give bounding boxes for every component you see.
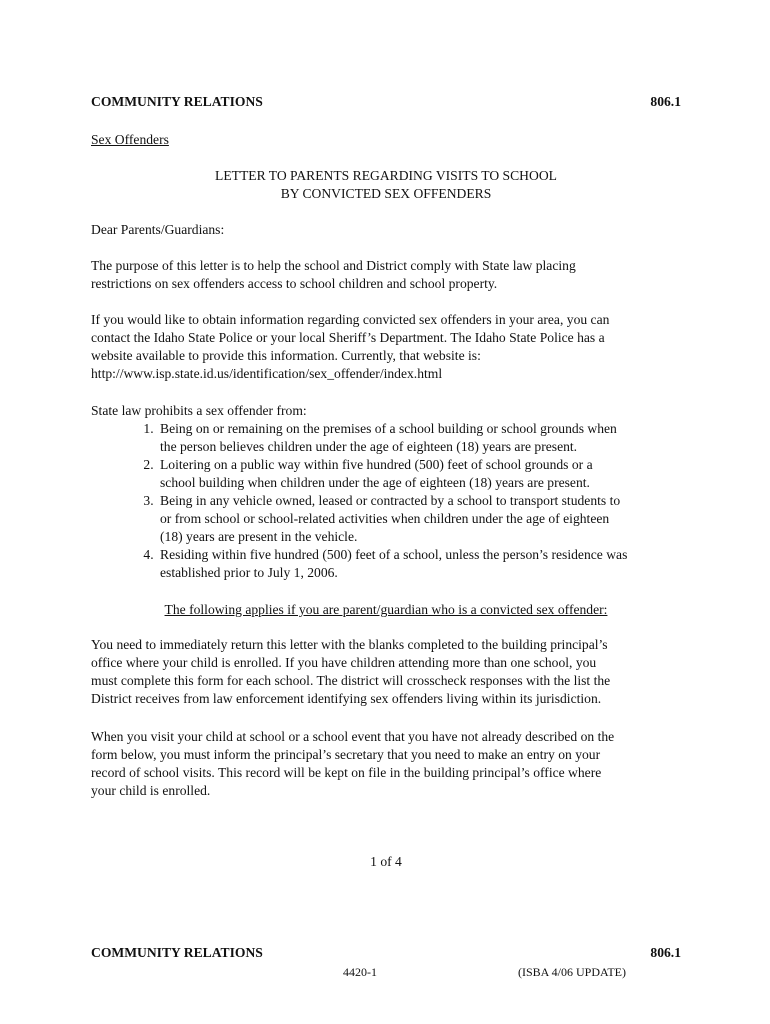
paragraph-line: restrictions on sex offenders access to school children and school property. <box>91 276 498 291</box>
school-visit-paragraph <box>91 728 686 800</box>
header-section-title: COMMUNITY RELATIONS <box>91 94 263 109</box>
list-item-line: established prior to July 1, 2006. <box>160 565 338 580</box>
list-item-line: 3. Being in any vehicle owned, leased or contracted by a school to transport students to <box>160 493 621 508</box>
paragraph-line: website available to provide this information. Currently, that website is: <box>91 348 481 363</box>
list-item-line: 1. Being on or remaining on the premises of a school building or school grounds when <box>160 421 617 436</box>
purpose-paragraph <box>91 257 686 293</box>
list-item-line: 4. Residing within five hundred (500) feet of a school, unless the person’s residence was <box>160 547 628 562</box>
return-letter-paragraph <box>91 636 686 708</box>
footer-form-code: 4420-1 <box>343 965 377 979</box>
letter-title-line: BY CONVICTED SEX OFFENDERS <box>280 186 492 201</box>
website-url: http://www.isp.state.id.us/identification/sex_offender/index.html <box>91 366 443 381</box>
list-item <box>157 456 686 492</box>
paragraph-line: your child is enrolled. <box>91 783 211 798</box>
list-item <box>157 546 686 582</box>
paragraph-line: must complete this form for each school. The district will crosscheck responses with the list the <box>91 673 611 688</box>
section-heading: Sex Offenders <box>91 132 169 147</box>
paragraph-line: form below, you must inform the principal’s secretary that you need to make an entry on your <box>91 747 601 762</box>
information-paragraph <box>91 311 686 383</box>
list-item-line: (18) years are present in the vehicle. <box>160 529 358 544</box>
prohibitions-section <box>91 402 686 582</box>
letter-title <box>91 167 681 203</box>
footer-policy-number: 806.1 <box>650 945 681 960</box>
list-item <box>157 420 686 456</box>
prohibitions-intro: State law prohibits a sex offender from: <box>91 403 307 418</box>
paragraph-line: You need to immediately return this letter with the blanks completed to the building principal’s <box>91 637 608 652</box>
prohibitions-list <box>91 420 686 582</box>
list-item <box>157 492 686 546</box>
paragraph-line: If you would like to obtain information regarding convicted sex offenders in your area, you can <box>91 312 610 327</box>
list-item-line: school building when children under the age of eighteen (18) years are present. <box>160 475 590 490</box>
page-header <box>91 93 681 111</box>
page-number: 1 of 4 <box>370 854 402 869</box>
paragraph-line: District receives from law enforcement identifying sex offenders living within its jurisdiction. <box>91 691 602 706</box>
footer-section-title: COMMUNITY RELATIONS <box>91 945 263 960</box>
paragraph-line: contact the Idaho State Police or your local Sheriff’s Department. The Idaho State Police has a <box>91 330 605 345</box>
header-policy-number: 806.1 <box>650 94 681 109</box>
list-item-line: the person believes children under the age of eighteen (18) years are present. <box>160 439 578 454</box>
salutation: Dear Parents/Guardians: <box>91 222 225 237</box>
list-item-line: or from school or school-related activities when children under the age of eighteen <box>160 511 610 526</box>
list-item-line: 2. Loitering on a public way within five hundred (500) feet of school grounds or a <box>160 457 593 472</box>
paragraph-line: office where your child is enrolled. If you have children attending more than one school, you <box>91 655 597 670</box>
paragraph-line: record of school visits. This record will be kept on file in the building principal’s office where <box>91 765 602 780</box>
letter-title-line: LETTER TO PARENTS REGARDING VISITS TO SCHOOL <box>215 168 557 183</box>
offender-notice-heading: The following applies if you are parent/guardian who is a convicted sex offender: <box>164 602 608 617</box>
paragraph-line: When you visit your child at school or a school event that you have not already described on the <box>91 729 615 744</box>
page-footer <box>91 944 681 962</box>
paragraph-line: The purpose of this letter is to help the school and District comply with State law placing <box>91 258 576 273</box>
footer-update-note: (ISBA 4/06 UPDATE) <box>518 965 627 979</box>
